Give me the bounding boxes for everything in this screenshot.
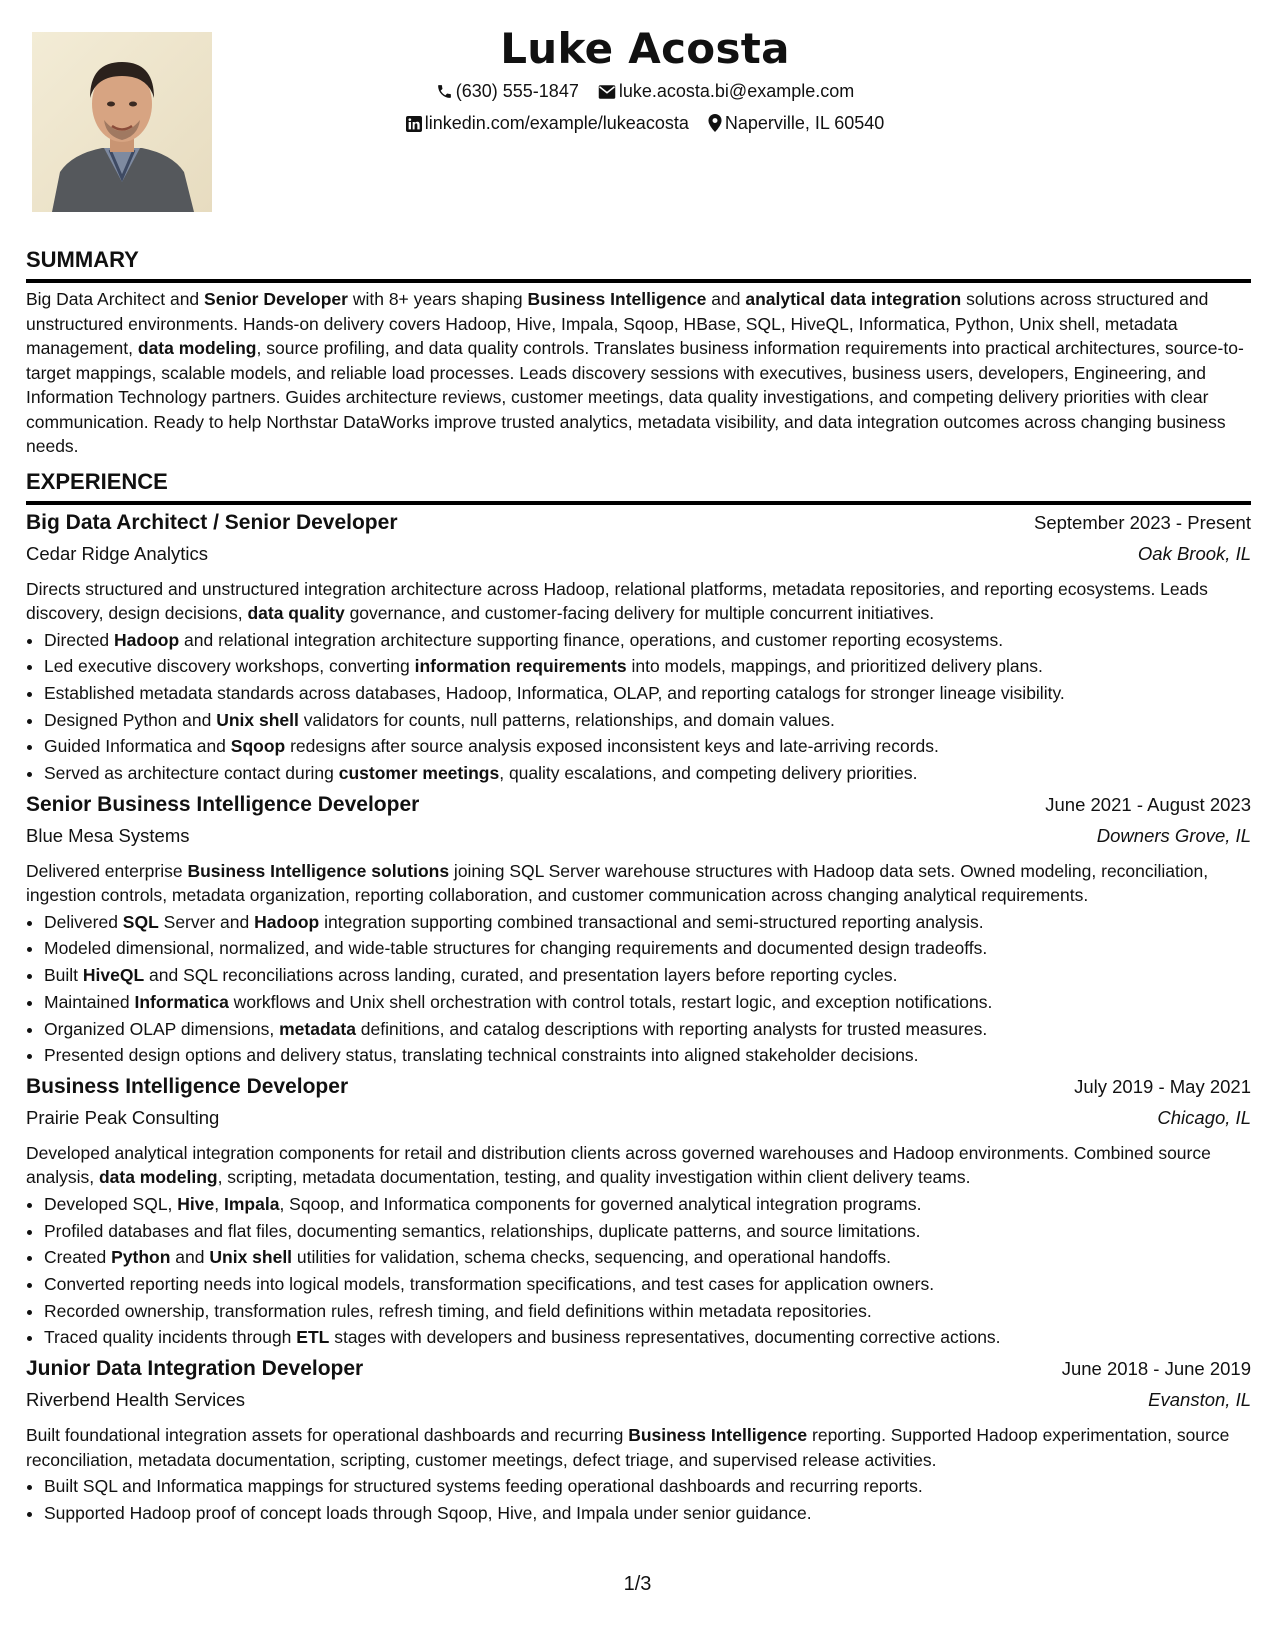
bold-keyword: customer meetings	[338, 763, 500, 784]
text-run: Led executive discovery workshops, converting	[44, 656, 415, 677]
text-run: Delivered enterprise	[26, 860, 188, 881]
text-run: Presented design options and delivery status, translating technical constraints into aligned stakeholder decisions.	[44, 1045, 919, 1066]
job-bullets	[26, 909, 1251, 1069]
job-entry	[26, 1075, 1251, 1351]
text-run: definitions, and catalog descriptions with reporting analysts for trusted measures.	[355, 1018, 988, 1039]
bullet-item	[44, 1271, 1251, 1298]
bullet-item	[44, 733, 1251, 760]
text-run: workflows and Unix shell orchestration with control totals, restart logic, and exception notifications.	[228, 991, 993, 1012]
job-title: Big Data Architect / Senior Developer	[26, 510, 398, 534]
job-description	[26, 577, 1251, 626]
contact-linkedin	[406, 113, 694, 133]
job-bullets	[26, 1191, 1251, 1351]
bold-keyword: Unix shell	[209, 1247, 293, 1268]
job-location: Oak Brook, IL	[1137, 542, 1251, 564]
bold-keyword: metadata	[279, 1018, 356, 1039]
bullet-item	[44, 1324, 1251, 1351]
bold-keyword: Unix shell	[216, 709, 299, 730]
company-name: Prairie Peak Consulting	[26, 1106, 220, 1128]
text-run: Organized OLAP dimensions,	[44, 1018, 280, 1039]
job-bullets	[26, 1473, 1251, 1526]
contact-phone	[436, 81, 584, 101]
job-header	[26, 1075, 1251, 1107]
bold-keyword: Business Intelligence	[628, 1425, 808, 1446]
company-name: Cedar Ridge Analytics	[26, 542, 209, 564]
job-location: Downers Grove, IL	[1096, 824, 1251, 846]
bold-keyword: Python	[111, 1247, 171, 1268]
job-dates: June 2018 - June 2019	[1061, 1358, 1251, 1380]
bold-keyword: Business Intelligence	[527, 289, 707, 309]
text-run: Delivered	[44, 911, 123, 932]
bullet-item	[44, 962, 1251, 989]
bullet-item	[44, 1016, 1251, 1043]
bullet-item	[44, 1500, 1251, 1527]
text-run: Recorded ownership, transformation rules, refresh timing, and field definitions within metadata repositories.	[44, 1300, 872, 1321]
text-run: Developed SQL,	[44, 1193, 178, 1214]
linkedin-icon	[406, 116, 422, 132]
experience-heading: EXPERIENCE	[26, 468, 168, 494]
job-description	[26, 1423, 1251, 1472]
text-run: , Sqoop, and Informatica components for governed analytical integration programs.	[279, 1193, 922, 1214]
job-location: Evanston, IL	[1148, 1389, 1251, 1411]
bullet-item	[44, 989, 1251, 1016]
job-dates: September 2023 - Present	[1034, 511, 1251, 533]
contact-line-secondary	[0, 113, 1275, 134]
text-run: governance, and customer-facing delivery for multiple concurrent initiatives.	[344, 603, 935, 623]
text-run: Modeled dimensional, normalized, and wide-table structures for changing requirements and documented design tradeoffs.	[44, 938, 988, 959]
text-run: Directed	[44, 629, 115, 650]
contact-location	[708, 113, 884, 133]
email-link[interactable]: luke.acosta.bi@example.com	[618, 81, 855, 101]
resume-content	[26, 246, 1251, 1527]
bullet-item	[44, 627, 1251, 654]
bullet-item	[44, 1298, 1251, 1325]
bullet-item	[44, 909, 1251, 936]
text-run: Built SQL and Informatica mappings for structured systems feeding operational dashboards and recurring reports.	[44, 1476, 923, 1497]
text-run: , source profiling, and data quality controls. Translates business information requirements into practical architectures, source-to-target mappings, scalable models, and reliable load processes. Leads discovery sessions with executives, business users, developers, Engineering, and Information Technology partners. Guides architecture reviews, customer meetings, data quality investigations, and competing delivery priorities with clear communication. Ready to help Northstar DataWorks improve trusted analytics, metadata visibility, and data integration outcomes across changing business needs.	[26, 338, 1244, 456]
job-subheader	[26, 543, 1251, 574]
company-name: Blue Mesa Systems	[26, 824, 190, 846]
job-location: Chicago, IL	[1157, 1106, 1251, 1128]
text-run: Designed Python and	[44, 709, 217, 730]
job-title: Junior Data Integration Developer	[26, 1357, 364, 1381]
location-text: Naperville, IL 60540	[724, 113, 885, 133]
bullet-item	[44, 1473, 1251, 1500]
text-run: ,	[214, 1193, 224, 1214]
text-run: integration supporting combined transactional and semi-structured reporting analysis.	[319, 911, 984, 932]
text-run: joining SQL Server warehouse structures with Hadoop data sets. Owned modeling, reconciliation, ingestion controls, metadata organization, reporting collaboration, and customer communication across changing analytical requirements.	[26, 860, 1209, 906]
text-run: redesigns after source analysis exposed inconsistent keys and late-arriving records.	[285, 736, 939, 757]
job-entry	[26, 1357, 1251, 1526]
bold-keyword: analytical data integration	[745, 289, 962, 309]
text-run: utilities for validation, schema checks, sequencing, and operational handoffs.	[292, 1247, 891, 1268]
linkedin-link[interactable]: linkedin.com/example/lukeacosta	[424, 113, 689, 133]
text-run: Guided Informatica and	[44, 736, 231, 757]
bold-keyword: Business Intelligence solutions	[187, 860, 450, 881]
text-run: reporting. Supported Hadoop experimentation, source reconciliation, metadata documentation, scripting, customer meetings, defect triage, and supervised release activities.	[26, 1425, 1230, 1470]
bold-keyword: Hive	[177, 1193, 215, 1214]
bold-keyword: data quality	[247, 603, 345, 623]
bullet-item	[44, 935, 1251, 962]
phone-text[interactable]: (630) 555-1847	[455, 81, 579, 101]
map-pin-icon	[708, 114, 722, 132]
bullet-item	[44, 680, 1251, 707]
text-run: with 8+ years shaping	[347, 289, 528, 309]
bold-keyword: Hadoop	[114, 629, 180, 650]
bold-keyword: ETL	[296, 1327, 330, 1348]
job-title: Senior Business Intelligence Developer	[26, 792, 420, 816]
bold-keyword: data modeling	[137, 338, 257, 358]
job-header	[26, 511, 1251, 543]
bullet-item	[44, 760, 1251, 787]
phone-icon	[436, 83, 453, 100]
job-dates: June 2021 - August 2023	[1045, 793, 1251, 815]
bold-keyword: Impala	[223, 1193, 280, 1214]
bold-keyword: HiveQL	[82, 965, 145, 986]
bold-keyword: Sqoop	[230, 736, 286, 757]
bullet-item	[44, 1042, 1251, 1069]
job-dates: July 2019 - May 2021	[1074, 1075, 1251, 1097]
job-description	[26, 859, 1251, 908]
text-run: Server and	[158, 911, 255, 932]
bullet-item	[44, 653, 1251, 680]
bullet-item	[44, 1191, 1251, 1218]
bold-keyword: SQL	[122, 911, 159, 932]
job-subheader	[26, 1389, 1251, 1420]
contact-email	[598, 81, 854, 101]
job-subheader	[26, 825, 1251, 856]
text-run: Created	[44, 1247, 112, 1268]
text-run: Directs structured and unstructured integration architecture across Hadoop, relational platforms, metadata repositories, and reporting ecosystems. Leads discovery, design decisions,	[26, 578, 1208, 623]
text-run: Converted reporting needs into logical models, transformation specifications, and test cases for application owners.	[44, 1274, 935, 1295]
bold-keyword: data modeling	[98, 1167, 218, 1188]
text-run: into models, mappings, and prioritized delivery plans.	[626, 656, 1043, 677]
text-run: Built	[44, 965, 83, 986]
job-subheader	[26, 1107, 1251, 1138]
job-header	[26, 793, 1251, 825]
text-run: stages with developers and business representatives, documenting corrective actions.	[329, 1327, 1001, 1348]
text-run: validators for counts, null patterns, relationships, and domain values.	[298, 709, 835, 730]
text-run: Established metadata standards across databases, Hadoop, Informatica, OLAP, and reporting catalogs for stronger lineage visibility.	[44, 682, 1065, 703]
job-header	[26, 1357, 1251, 1389]
envelope-icon	[598, 84, 616, 100]
job-entry	[26, 511, 1251, 787]
job-bullets	[26, 627, 1251, 787]
text-run: and	[706, 289, 746, 309]
job-entry	[26, 793, 1251, 1069]
page-number: 1/3	[623, 1573, 652, 1595]
text-run: Supported Hadoop proof of concept loads through Sqoop, Hive, and Impala under senior guidance.	[44, 1502, 812, 1523]
bold-keyword: Senior Developer	[204, 289, 348, 309]
experience-list	[26, 511, 1251, 1527]
bold-keyword: Hadoop	[254, 911, 320, 932]
bold-keyword: information requirements	[414, 656, 627, 677]
bold-keyword: Informatica	[134, 991, 229, 1012]
summary-heading: SUMMARY	[26, 247, 139, 272]
text-run: and	[170, 1247, 210, 1268]
company-name: Riverbend Health Services	[26, 1389, 246, 1411]
text-run: Big Data Architect and	[26, 289, 205, 309]
text-run: and relational integration architecture supporting finance, operations, and customer reporting ecosystems.	[179, 629, 1004, 650]
contact-line-primary	[0, 81, 1275, 102]
text-run: Maintained	[44, 991, 135, 1012]
job-description	[26, 1141, 1251, 1190]
text-run: Developed analytical integration components for retail and distribution clients across governed warehouses and Hadoop environments. Combined source analysis,	[26, 1142, 1211, 1188]
text-run: and SQL reconciliations across landing, curated, and presentation layers before reporting cycles.	[144, 965, 898, 986]
text-run: , scripting, metadata documentation, testing, and quality investigation within client delivery teams.	[217, 1167, 971, 1188]
text-run: Served as architecture contact during	[44, 763, 339, 784]
candidate-name: Luke Acosta	[500, 24, 790, 73]
text-run: , quality escalations, and competing delivery priorities.	[499, 763, 918, 784]
text-run: Traced quality incidents through	[44, 1327, 297, 1348]
bullet-item	[44, 707, 1251, 734]
text-run: Built foundational integration assets for operational dashboards and recurring	[26, 1425, 629, 1446]
job-title: Business Intelligence Developer	[26, 1074, 349, 1098]
section-divider	[26, 279, 1251, 283]
section-divider	[26, 501, 1251, 505]
summary-text	[26, 287, 1251, 459]
bullet-item	[44, 1218, 1251, 1245]
text-run: Profiled databases and flat files, documenting semantics, relationships, duplicate patterns, and source limitations.	[44, 1220, 921, 1241]
bullet-item	[44, 1244, 1251, 1271]
text-run: solutions across structured and unstructured environments. Hands-on delivery covers Hadoop, Hive, Impala, Sqoop, HBase, SQL, HiveQL, Informatica, Python, Unix shell, metadata management,	[26, 289, 1209, 358]
